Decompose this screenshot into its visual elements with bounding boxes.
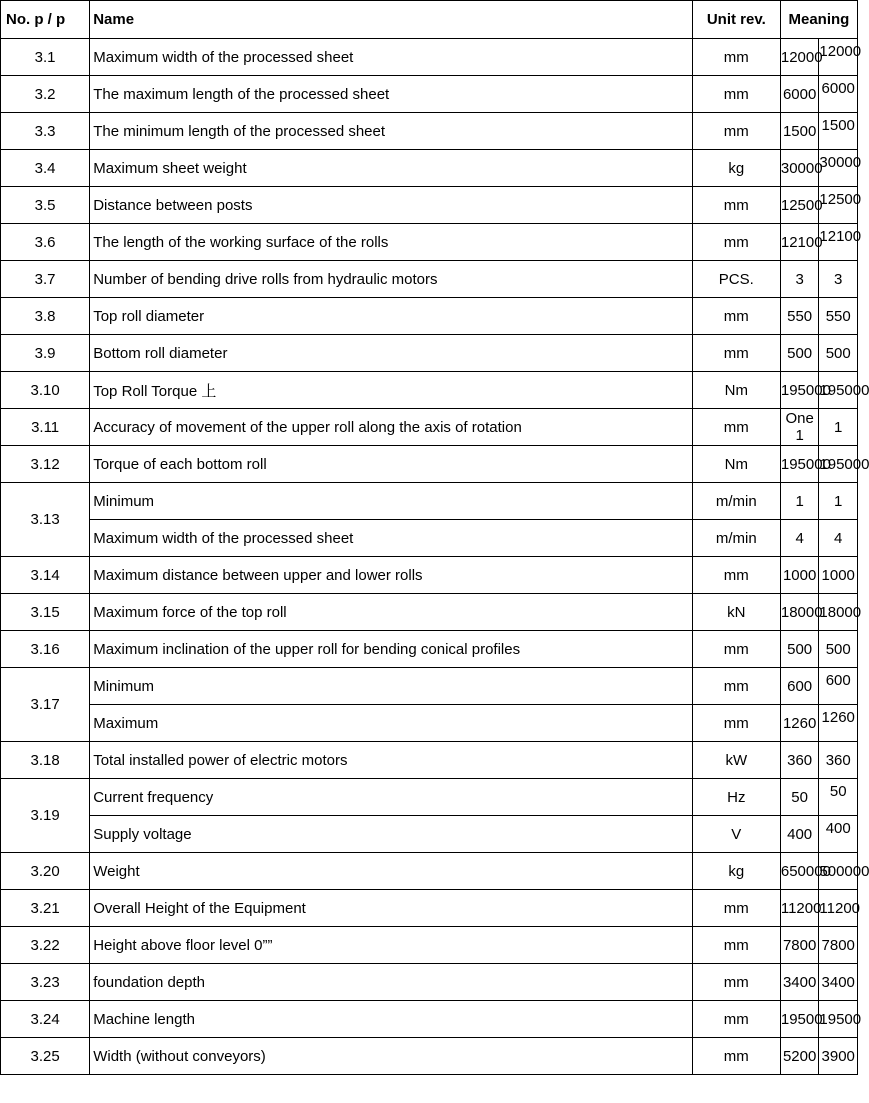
row-value-2: 3900 (819, 1038, 858, 1075)
table-row (1, 1038, 858, 1075)
row-name: foundation depth (90, 964, 693, 1001)
table-row (1, 668, 858, 705)
row-value-1: 500 (780, 631, 819, 668)
row-name: Torque of each bottom roll (90, 446, 693, 483)
row-unit: mm (692, 927, 780, 964)
row-number: 3.23 (1, 964, 90, 1001)
row-value-2: 12100 (819, 224, 858, 261)
row-value-2: 18000 (819, 594, 858, 631)
table-row (1, 76, 858, 113)
table-row (1, 520, 858, 557)
row-value-2: 1 (819, 483, 858, 520)
header-meaning: Meaning (780, 1, 857, 39)
row-unit: mm (692, 76, 780, 113)
row-unit: mm (692, 113, 780, 150)
row-unit: mm (692, 631, 780, 668)
row-name: The minimum length of the processed sheet (90, 113, 693, 150)
row-unit: kg (692, 150, 780, 187)
row-name: The maximum length of the processed sheet (90, 76, 693, 113)
row-name: Minimum (90, 668, 693, 705)
row-number: 3.18 (1, 742, 90, 779)
row-unit: mm (692, 1001, 780, 1038)
row-value-2: 1000 (819, 557, 858, 594)
table-row (1, 816, 858, 853)
row-number: 3.17 (1, 668, 90, 742)
row-name: Current frequency (90, 779, 693, 816)
row-unit: mm (692, 187, 780, 224)
table-row (1, 779, 858, 816)
row-value-1: 500 (780, 335, 819, 372)
row-value-2: 500000 (819, 853, 858, 890)
row-unit: PCS. (692, 261, 780, 298)
row-unit: V (692, 816, 780, 853)
table-row (1, 113, 858, 150)
row-value-2: 4 (819, 520, 858, 557)
table-row (1, 187, 858, 224)
row-number: 3.10 (1, 372, 90, 409)
row-value-1: 400 (780, 816, 819, 853)
row-number: 3.9 (1, 335, 90, 372)
row-value-1: 600 (780, 668, 819, 705)
row-unit: mm (692, 668, 780, 705)
row-value-2: 12500 (819, 187, 858, 224)
header-unit: Unit rev. (692, 1, 780, 39)
row-value-2: 500 (819, 335, 858, 372)
row-value-1: 3 (780, 261, 819, 298)
row-unit: kN (692, 594, 780, 631)
row-value-1: 1260 (780, 705, 819, 742)
row-value-1: One 1 (780, 409, 819, 446)
row-value-1: 11200 (780, 890, 819, 927)
row-name: Height above floor level 0”” (90, 927, 693, 964)
table-row (1, 742, 858, 779)
row-number: 3.7 (1, 261, 90, 298)
table-row (1, 298, 858, 335)
table-row (1, 1001, 858, 1038)
row-unit: m/min (692, 520, 780, 557)
row-name: Supply voltage (90, 816, 693, 853)
header-no: No. p / p (1, 1, 90, 39)
row-unit: mm (692, 224, 780, 261)
row-name: Bottom roll diameter (90, 335, 693, 372)
row-number: 3.1 (1, 39, 90, 76)
row-value-1: 19500 (780, 1001, 819, 1038)
table-row (1, 853, 858, 890)
row-number: 3.25 (1, 1038, 90, 1075)
row-name: Maximum inclination of the upper roll for bending conical profiles (90, 631, 693, 668)
row-value-1: 195000 (780, 372, 819, 409)
row-value-1: 4 (780, 520, 819, 557)
row-unit: mm (692, 705, 780, 742)
row-name: Overall Height of the Equipment (90, 890, 693, 927)
table-row (1, 705, 858, 742)
row-unit: mm (692, 409, 780, 446)
row-number: 3.19 (1, 779, 90, 853)
row-number: 3.3 (1, 113, 90, 150)
header-name: Name (90, 1, 693, 39)
row-value-2: 50 (819, 779, 858, 816)
row-unit: mm (692, 39, 780, 76)
row-number: 3.12 (1, 446, 90, 483)
row-name: Total installed power of electric motors (90, 742, 693, 779)
row-value-2: 12000 (819, 39, 858, 76)
row-value-2: 7800 (819, 927, 858, 964)
row-unit: kg (692, 853, 780, 890)
row-value-1: 1 (780, 483, 819, 520)
row-number: 3.6 (1, 224, 90, 261)
row-value-2: 11200 (819, 890, 858, 927)
row-name: Maximum (90, 705, 693, 742)
table-row (1, 927, 858, 964)
row-value-1: 360 (780, 742, 819, 779)
row-value-2: 400 (819, 816, 858, 853)
row-value-1: 5200 (780, 1038, 819, 1075)
row-value-1: 7800 (780, 927, 819, 964)
row-number: 3.20 (1, 853, 90, 890)
row-value-2: 600 (819, 668, 858, 705)
table-row (1, 150, 858, 187)
row-unit: m/min (692, 483, 780, 520)
row-name: Maximum width of the processed sheet (90, 520, 693, 557)
row-name: Maximum sheet weight (90, 150, 693, 187)
row-value-1: 12000 (780, 39, 819, 76)
row-value-2: 1 (819, 409, 858, 446)
row-value-2: 19500 (819, 1001, 858, 1038)
row-unit: Nm (692, 372, 780, 409)
row-value-1: 550 (780, 298, 819, 335)
row-number: 3.15 (1, 594, 90, 631)
row-name: Top roll diameter (90, 298, 693, 335)
row-value-1: 50 (780, 779, 819, 816)
row-unit: kW (692, 742, 780, 779)
row-value-1: 650000 (780, 853, 819, 890)
row-number: 3.11 (1, 409, 90, 446)
row-name: Top Roll Torque 上 (90, 372, 693, 409)
table-row (1, 39, 858, 76)
row-number: 3.2 (1, 76, 90, 113)
row-unit: mm (692, 298, 780, 335)
table-row (1, 261, 858, 298)
table-row (1, 483, 858, 520)
row-number: 3.22 (1, 927, 90, 964)
row-value-2: 1500 (819, 113, 858, 150)
row-number: 3.8 (1, 298, 90, 335)
row-value-1: 12100 (780, 224, 819, 261)
row-value-2: 500 (819, 631, 858, 668)
row-unit: mm (692, 1038, 780, 1075)
table-row (1, 335, 858, 372)
row-name: Number of bending drive rolls from hydraulic motors (90, 261, 693, 298)
row-unit: mm (692, 335, 780, 372)
row-value-1: 30000 (780, 150, 819, 187)
row-name: Maximum width of the processed sheet (90, 39, 693, 76)
row-name: Accuracy of movement of the upper roll along the axis of rotation (90, 409, 693, 446)
table-row (1, 890, 858, 927)
row-number: 3.4 (1, 150, 90, 187)
row-value-2: 550 (819, 298, 858, 335)
row-unit: Nm (692, 446, 780, 483)
table-row (1, 557, 858, 594)
row-number: 3.14 (1, 557, 90, 594)
table-row (1, 594, 858, 631)
row-value-1: 195000 (780, 446, 819, 483)
row-value-2: 195000 (819, 372, 858, 409)
row-name: The length of the working surface of the rolls (90, 224, 693, 261)
row-value-2: 30000 (819, 150, 858, 187)
row-value-2: 3 (819, 261, 858, 298)
row-number: 3.24 (1, 1001, 90, 1038)
row-number: 3.13 (1, 483, 90, 557)
row-value-2: 6000 (819, 76, 858, 113)
row-value-1: 1500 (780, 113, 819, 150)
table-row (1, 631, 858, 668)
row-value-2: 1260 (819, 705, 858, 742)
row-name: Width (without conveyors) (90, 1038, 693, 1075)
table-row (1, 446, 858, 483)
row-name: Machine length (90, 1001, 693, 1038)
row-value-2: 3400 (819, 964, 858, 1001)
table-row (1, 409, 858, 446)
row-unit: mm (692, 557, 780, 594)
row-number: 3.16 (1, 631, 90, 668)
row-value-1: 18000 (780, 594, 819, 631)
row-name: Maximum distance between upper and lower rolls (90, 557, 693, 594)
row-value-1: 1000 (780, 557, 819, 594)
table-row (1, 224, 858, 261)
row-unit: mm (692, 890, 780, 927)
row-value-2: 195000 (819, 446, 858, 483)
header-row (1, 1, 858, 39)
row-value-1: 6000 (780, 76, 819, 113)
row-name: Minimum (90, 483, 693, 520)
row-value-1: 12500 (780, 187, 819, 224)
table-row (1, 372, 858, 409)
row-unit: mm (692, 964, 780, 1001)
row-number: 3.5 (1, 187, 90, 224)
row-value-1: 3400 (780, 964, 819, 1001)
row-unit: Hz (692, 779, 780, 816)
row-name: Maximum force of the top roll (90, 594, 693, 631)
row-name: Weight (90, 853, 693, 890)
row-number: 3.21 (1, 890, 90, 927)
row-value-2: 360 (819, 742, 858, 779)
row-name: Distance between posts (90, 187, 693, 224)
table-row (1, 964, 858, 1001)
